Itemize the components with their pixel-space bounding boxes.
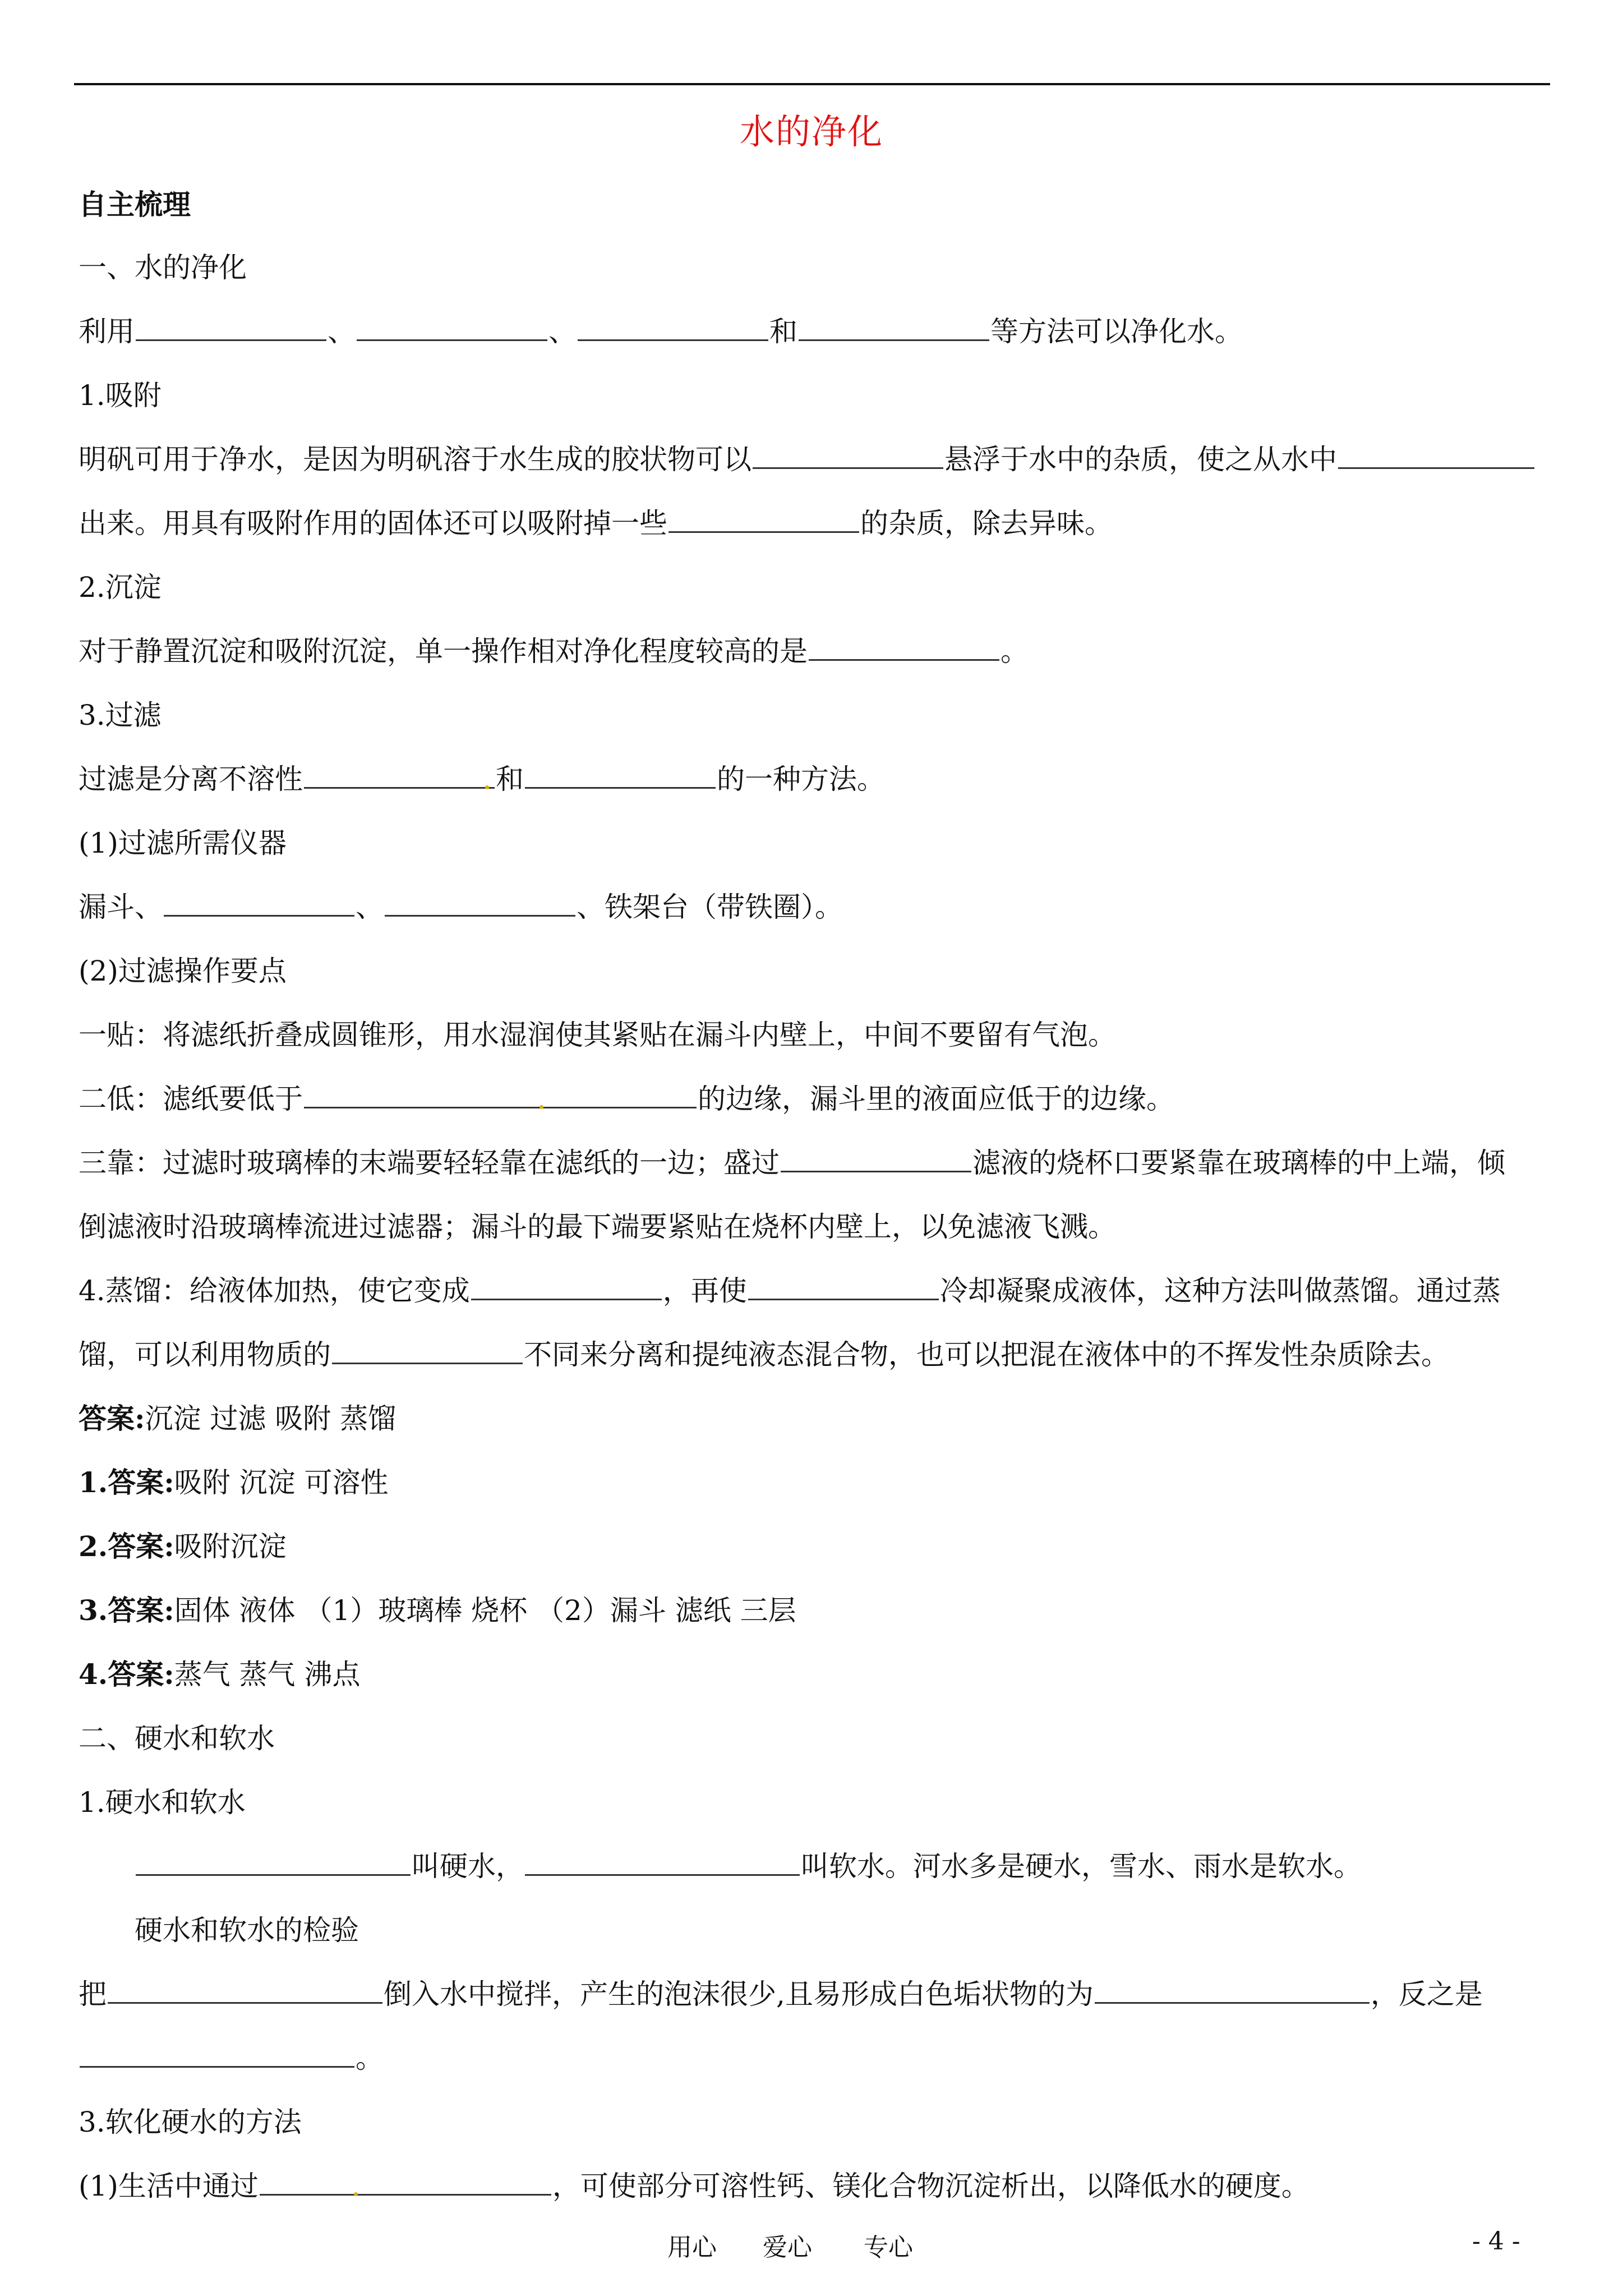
answer-line: 4.答案:蒸气 蒸气 沸点 bbox=[79, 1658, 361, 1691]
part2-heading: 二、硬水和软水 bbox=[79, 1722, 275, 1755]
blank bbox=[578, 315, 768, 341]
distillation-line-2: 馏，可以利用物质的 不同来分离和提纯液态混合物，也可以把混在液体中的不挥发性杂质除去。 bbox=[79, 1338, 1449, 1371]
rule-one-paste: 一贴：将滤纸折叠成圆锥形，用水湿润使其紧贴在漏斗内壁上，中间不要留有气泡。 bbox=[79, 1019, 1116, 1051]
blank bbox=[136, 315, 326, 341]
hard-soft-heading: 1.硬水和软水 bbox=[79, 1786, 246, 1819]
blank bbox=[668, 507, 859, 533]
blank bbox=[385, 890, 575, 917]
test-heading: 硬水和软水的检验 bbox=[135, 1914, 359, 1947]
section-heading: 自主梳理 bbox=[79, 188, 191, 221]
softening-line: (1)生活中通过 ，可使部分可溶性钙、镁化合物沉淀析出，以降低水的硬度。 bbox=[79, 2170, 1310, 2202]
blank bbox=[748, 1274, 939, 1300]
blank bbox=[357, 315, 547, 341]
footer-word: 用心 bbox=[667, 2233, 717, 2262]
blank bbox=[525, 1849, 800, 1876]
instruments-line: 漏斗、 、 、铁架台（带铁圈）。 bbox=[79, 891, 843, 923]
blank bbox=[332, 1338, 523, 1364]
blank bbox=[136, 1849, 411, 1876]
softening-heading: 3.软化硬水的方法 bbox=[79, 2106, 302, 2138]
page-number: - 4 - bbox=[1472, 2227, 1520, 2256]
blank bbox=[799, 315, 989, 341]
instruments-heading: (1)过滤所需仪器 bbox=[79, 827, 287, 859]
blank bbox=[108, 1977, 382, 2004]
part1-heading: 一、水的净化 bbox=[79, 251, 247, 284]
blank bbox=[781, 1146, 971, 1172]
blank bbox=[304, 762, 495, 789]
blank bbox=[1338, 443, 1534, 469]
adsorption-line-2: 出来。用具有吸附作用的固体还可以吸附掉一些 的杂质，除去异味。 bbox=[79, 507, 1113, 540]
answer-line: 2.答案:吸附沉淀 bbox=[79, 1530, 287, 1563]
intro-line: 利用 、 、 和 等方法可以净化水。 bbox=[79, 315, 1243, 348]
test-line-1: 把 倒入水中搅拌，产生的泡沫很少,且易形成白色垢状物的为 ，反之是 bbox=[79, 1978, 1483, 2010]
answer-line: 答案:沉淀 过滤 吸附 蒸馏 bbox=[79, 1402, 396, 1435]
page-title: 水的净化 bbox=[739, 111, 883, 152]
blank bbox=[753, 443, 943, 469]
blank bbox=[525, 762, 716, 789]
adsorption-heading: 1.吸附 bbox=[79, 379, 162, 412]
filtration-heading: 3.过滤 bbox=[79, 699, 162, 731]
blank bbox=[809, 634, 999, 661]
blank bbox=[471, 1274, 662, 1300]
hard-soft-definition: 叫硬水， 叫软水。河水多是硬水，雪水、雨水是软水。 bbox=[135, 1847, 1362, 1886]
test-line-2: 。 bbox=[79, 2039, 384, 2078]
blank bbox=[80, 2041, 354, 2068]
rule-three-lean-2: 倒滤液时沿玻璃棒流进过滤器；漏斗的最下端要紧贴在烧杯内壁上，以免滤液飞溅。 bbox=[79, 1211, 1116, 1243]
answer-line: 1.答案:吸附 沉淀 可溶性 bbox=[79, 1466, 389, 1499]
yellow-dot-mark bbox=[354, 2192, 358, 2196]
footer-word: 爱心 bbox=[763, 2233, 812, 2262]
blank bbox=[304, 1082, 697, 1108]
blank bbox=[260, 2169, 551, 2196]
distillation-line-1: 4.蒸馏：给液体加热，使它变成 ，再使 冷却凝聚成液体，这种方法叫做蒸馏。通过蒸 bbox=[79, 1274, 1501, 1307]
rule-two-low: 二低：滤纸要低于 的边缘，漏斗里的液面应低于的边缘。 bbox=[79, 1083, 1174, 1115]
header-rule bbox=[74, 83, 1550, 85]
operation-heading: (2)过滤操作要点 bbox=[79, 955, 287, 987]
blank bbox=[1095, 1977, 1370, 2004]
answer-line: 3.答案:固体 液体 （1）玻璃棒 烧杯 （2）漏斗 滤纸 三层 bbox=[79, 1594, 796, 1627]
rule-three-lean-1: 三靠：过滤时玻璃棒的末端要轻轻靠在滤纸的一边；盛过 滤液的烧杯口要紧靠在玻璃棒的中上端，倾 bbox=[79, 1147, 1505, 1179]
yellow-dot-mark bbox=[485, 785, 489, 789]
sedimentation-line: 对于静置沉淀和吸附沉淀，单一操作相对净化程度较高的是 。 bbox=[79, 635, 1029, 668]
sedimentation-heading: 2.沉淀 bbox=[79, 571, 162, 604]
filtration-line: 过滤是分离不溶性 和 的一种方法。 bbox=[79, 763, 885, 795]
blank bbox=[164, 890, 354, 917]
adsorption-line-1: 明矾可用于净水，是因为明矾溶于水生成的胶状物可以 悬浮于水中的杂质，使之从水中 bbox=[79, 440, 1536, 479]
yellow-dot-mark bbox=[540, 1105, 543, 1109]
footer-word: 专心 bbox=[864, 2233, 913, 2262]
